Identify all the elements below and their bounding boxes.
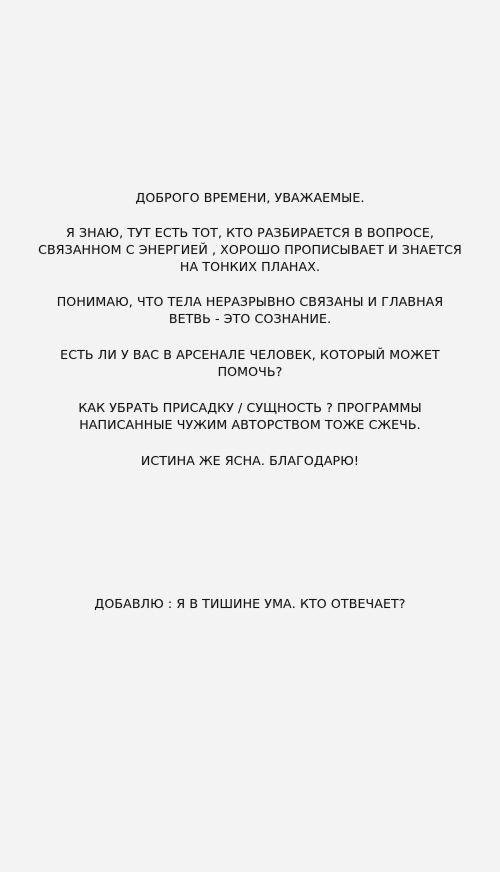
energy-question-paragraph [30, 224, 470, 275]
text-line: ИСТИНА ЖЕ ЯСНА. БЛАГОДАРЮ! [140, 453, 360, 468]
greeting-paragraph [30, 189, 470, 206]
text-line: НАПИСАННЫЕ ЧУЖИМ АВТОРСТВОМ ТОЖЕ СЖЕЧЬ. [79, 417, 421, 432]
text-line: ДОБРОГО ВРЕМЕНИ, УВАЖАЕМЫЕ. [135, 190, 365, 205]
consciousness-paragraph [30, 293, 470, 327]
text-line: КАК УБРАТЬ ПРИСАДКУ / СУЩНОСТЬ ? ПРОГРАММЫ [78, 400, 422, 415]
text-line: Я ЗНАЮ, ТУТ ЕСТЬ ТОТ, КТО РАЗБИРАЕТСЯ В ВОПРОСЕ, [66, 225, 434, 240]
text-line: ПОМОЧЬ? [217, 364, 283, 379]
removal-question-paragraph [30, 399, 470, 433]
gratitude-paragraph [30, 452, 470, 469]
text-line: ПОНИМАЮ, ЧТО ТЕЛА НЕРАЗРЫВНО СВЯЗАНЫ И ГЛАВНАЯ [56, 294, 444, 309]
text-line: НА ТОНКИХ ПЛАНАХ. [179, 259, 321, 274]
text-line: ДОБАВЛЮ : Я В ТИШИНЕ УМА. КТО ОТВЕЧАЕТ? [94, 596, 406, 611]
text-line: ЕСТЬ ЛИ У ВАС В АРСЕНАЛЕ ЧЕЛОВЕК, КОТОРЫЙ МОЖЕТ [60, 347, 440, 362]
text-line: СВЯЗАННОМ С ЭНЕРГИЕЙ , ХОРОШО ПРОПИСЫВАЕТ И ЗНАЕТСЯ [38, 242, 462, 257]
text-line: ВЕТВЬ - ЭТО СОЗНАНИЕ. [168, 311, 332, 326]
addendum-paragraph [30, 595, 470, 612]
help-request-paragraph [30, 346, 470, 380]
